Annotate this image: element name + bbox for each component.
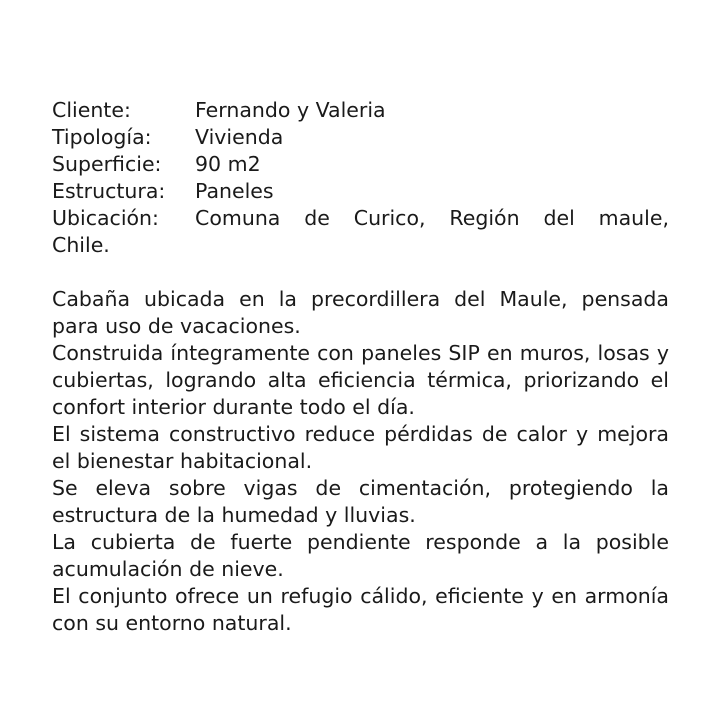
spec-value-surface: 90 m2 — [195, 152, 261, 176]
spec-value-typology: Vivienda — [195, 125, 284, 149]
spec-value-location-continued: Chile. — [52, 233, 110, 257]
spec-label-structure: Estructura: — [52, 179, 166, 203]
spec-label-client: Cliente: — [52, 98, 131, 122]
project-description — [52, 286, 669, 637]
spec-label-typology: Tipología: — [52, 125, 152, 149]
project-specs — [52, 97, 669, 259]
spec-row-surface — [52, 151, 669, 178]
spec-value-location: Comuna de Curico, Región del maule, — [195, 206, 669, 230]
spec-row-location — [52, 205, 669, 232]
description-paragraph-1: Cabaña ubicada en la precordillera del Maule, pensada para uso de vacaciones. — [52, 287, 669, 338]
spec-label-surface: Superficie: — [52, 152, 162, 176]
spec-value-client: Fernando y Valeria — [195, 98, 386, 122]
project-sheet — [52, 97, 669, 637]
description-paragraph-2: Construida íntegramente con paneles SIP en muros, losas y cubiertas, logrando alta eficiencia térmica, priorizando el confort interior durante todo el día. — [52, 341, 669, 419]
description-paragraph-4: Se eleva sobre vigas de cimentación, protegiendo la estructura de la humedad y lluvias. — [52, 476, 669, 527]
description-paragraph-3: El sistema constructivo reduce pérdidas de calor y mejora el bienestar habitacional. — [52, 422, 669, 473]
spec-value-structure: Paneles — [195, 179, 274, 203]
description-paragraph-6: El conjunto ofrece un refugio cálido, eficiente y en armonía con su entorno natural. — [52, 584, 669, 635]
spec-row-structure — [52, 178, 669, 205]
section-spacer — [52, 259, 669, 286]
spec-row-typology — [52, 124, 669, 151]
spec-row-client — [52, 97, 669, 124]
description-paragraph-5: La cubierta de fuerte pendiente responde a la posible acumulación de nieve. — [52, 530, 669, 581]
spec-label-location: Ubicación: — [52, 206, 159, 230]
